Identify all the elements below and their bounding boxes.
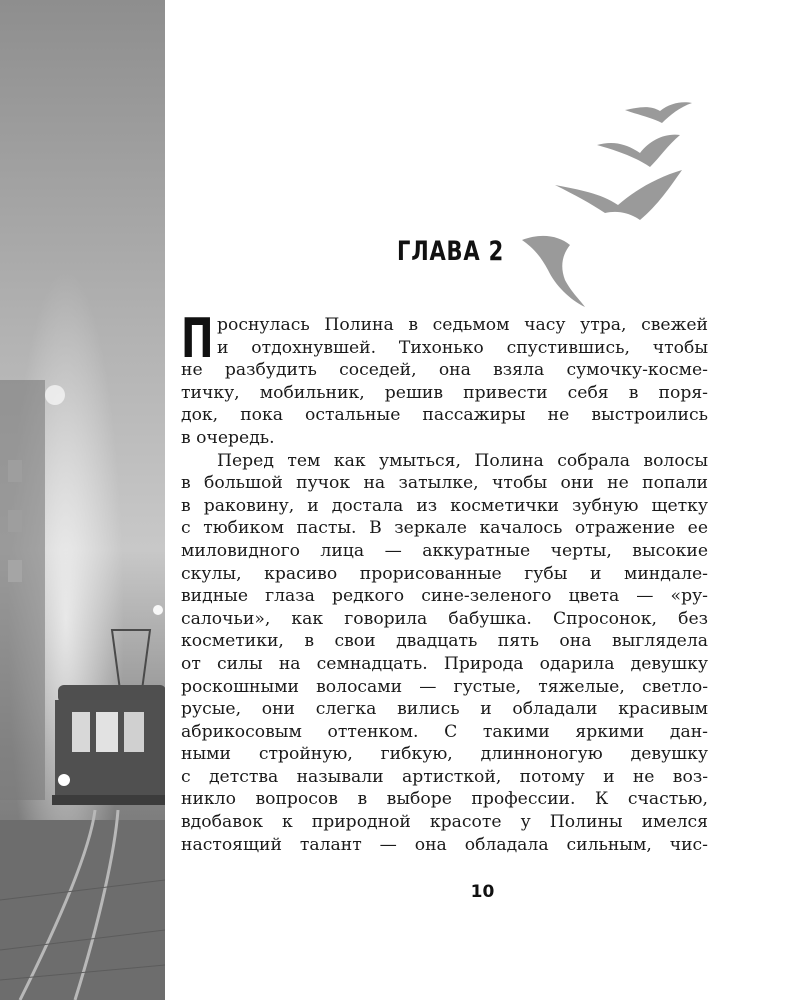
- text-line: никло вопросов в выборе профессии. К счастью,: [181, 789, 708, 810]
- text-line: косметики, в свои двадцать пять она выглядела: [181, 631, 708, 652]
- text-line: роснулась Полина в седьмом часу утра, свежей: [217, 315, 708, 335]
- text-line: док, пока остальные пассажиры не выстроились: [181, 405, 708, 426]
- text-line: с детства называли артисткой, потому и не воз-: [181, 766, 708, 787]
- chapter-title: ГЛАВА 2: [397, 236, 505, 267]
- text-line: в очередь.: [181, 427, 275, 448]
- text-line: Перед тем как умыться, Полина собрала волосы: [217, 450, 708, 471]
- body-text: [181, 307, 708, 856]
- text-line: от силы на семнадцать. Природа одарила девушку: [181, 653, 708, 674]
- text-line: русые, они слегка вились и обладали красивым: [181, 699, 708, 720]
- text-line: абрикосовым оттенком. С такими яркими дан-: [181, 721, 708, 742]
- text-line: в большой пучок на затылке, чтобы они не попали: [181, 473, 708, 494]
- text-line: тичку, мобильник, решив привести себя в поря-: [181, 382, 708, 403]
- text-line: вдобавок к природной красоте у Полины имелся: [181, 812, 708, 833]
- text-line: не разбудить соседей, она взяла сумочку-косме-: [181, 360, 708, 381]
- text-line: ными стройную, гибкую, длинноногую девушку: [181, 744, 708, 765]
- text-line: роскошными волосами — густые, тяжелые, светло-: [181, 676, 708, 697]
- text-line: настоящий талант — она обладала сильным, чис-: [181, 834, 708, 855]
- drop-cap: П: [181, 307, 214, 370]
- text-line: миловидного лица — аккуратные черты, высокие: [181, 540, 708, 561]
- text-line: с тюбиком пасты. В зеркале качалось отражение ее: [181, 518, 708, 539]
- text-line: и отдохнувшей. Тихонько спустившись, чтобы: [217, 337, 708, 358]
- page-number: 10: [470, 882, 495, 902]
- side-illustration-tram-street: [0, 0, 165, 1000]
- text-line: в раковину, и достала из косметички зубную щетку: [181, 495, 708, 516]
- text-line: салочьи», как говорила бабушка. Спросонок, без: [181, 608, 708, 629]
- text-line: скулы, красиво прорисованные губы и миндале-: [181, 563, 708, 584]
- flying-birds-illustration: [500, 95, 710, 310]
- text-line: видные глаза редкого сине-зеленого цвета — «ру-: [181, 586, 708, 607]
